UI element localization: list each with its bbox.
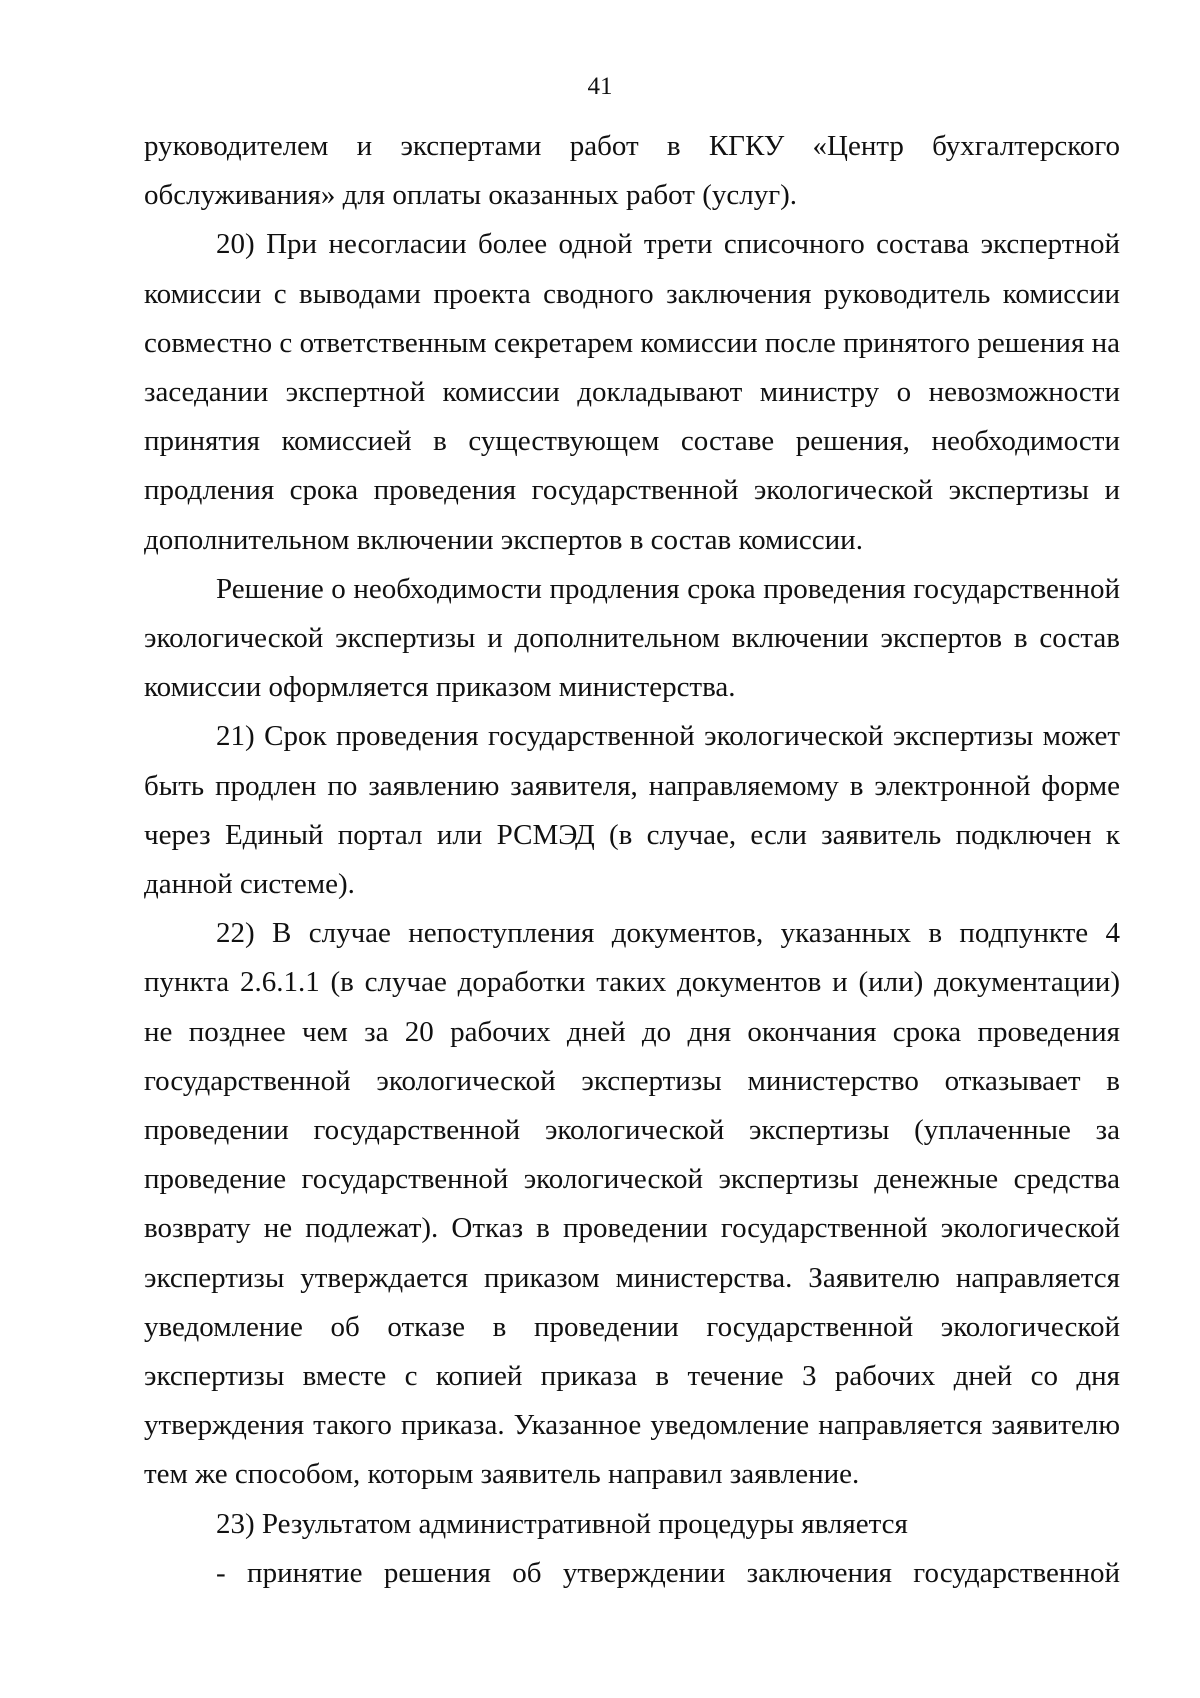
- paragraph-continuation: руководителем и экспертами работ в КГКУ «Центр бухгалтерского обслуживания» для оплаты оказанных работ (услуг).: [144, 130, 1120, 212]
- paragraph-item-20: 20) При несогласии более одной трети списочного состава экспертной комиссии с выводами проекта сводного заключения руководитель комиссии совместно с ответственным секретарем комиссии после принятого решения на заседании экспертной комиссии докладывают министру о невозможности принятия комиссией в существующем составе решения, необходимости продления срока проведения государственной экологической экспертизы и дополнительном включении экспертов в состав комиссии.: [144, 228, 1120, 556]
- document-body: [144, 122, 1120, 1598]
- paragraph-item-22: 22) В случае непоступления документов, указанных в подпункте 4 пункта 2.6.1.1 (в случае доработки таких документов и (или) документации) не позднее чем за 20 рабочих дней до дня окончания срока проведения государственной экологической экспертизы министерство отказывает в проведении государственной экологической экспертизы (уплаченные за проведение государственной экологической экспертизы денежные средства возврату не подлежат). Отказ в проведении государственной экологической экспертизы утверждается приказом министерства. Заявителю направляется уведомление об отказе в проведении государственной экологической экспертизы вместе с копией приказа в течение 3 рабочих дней со дня утверждения такого приказа. Указанное уведомление направляется заявителю тем же способом, которым заявитель направил заявление.: [144, 917, 1120, 1491]
- paragraph-list-item: - принятие решения об утверждении заключения государственной: [216, 1556, 1120, 1589]
- paragraph-item-23: 23) Результатом административной процедуры является: [216, 1507, 908, 1540]
- page-number: 41: [587, 73, 613, 100]
- paragraph-decision: Решение о необходимости продления срока проведения государственной экологической экспертизы и дополнительном включении экспертов в состав комиссии оформляется приказом министерства.: [144, 572, 1120, 704]
- paragraph-item-21: 21) Срок проведения государственной экологической экспертизы может быть продлен по заявлению заявителя, направляемому в электронной форме через Единый портал или РСМЭД (в случае, если заявитель подключен к данной системе).: [144, 720, 1120, 901]
